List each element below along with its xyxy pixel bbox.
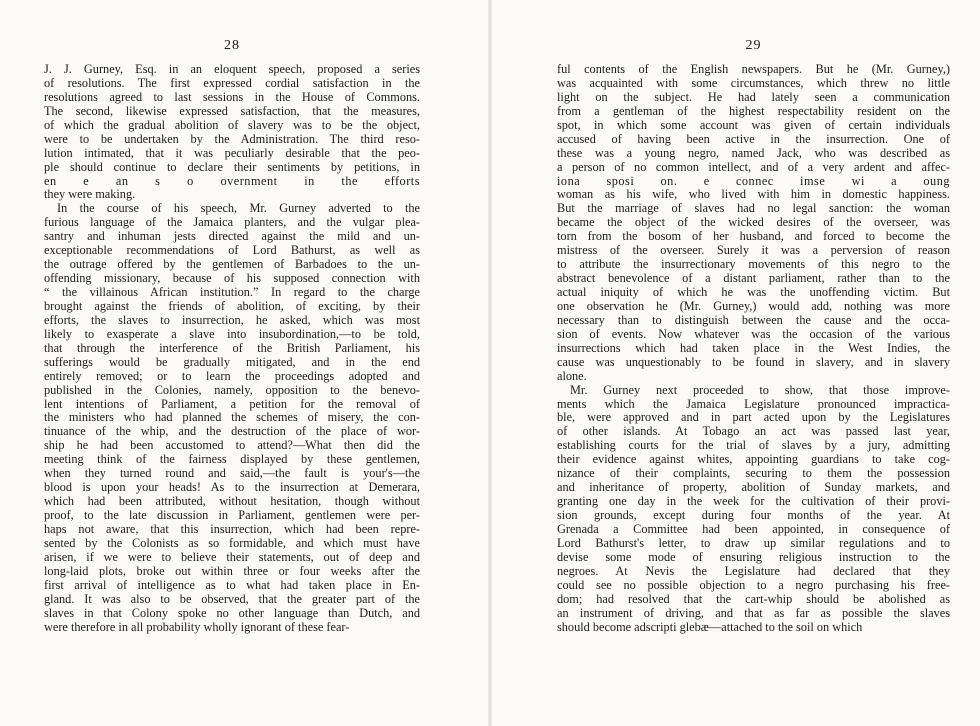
text-line: The second, likewise expressed satisfaction, that the measures,: [44, 104, 420, 118]
text-line: In the course of his speech, Mr. Gurney adverted to the: [57, 202, 420, 216]
text-line: proof, to the late discussion in Parliament, gentlemen were per-: [44, 509, 420, 522]
text-line: blood is upon your heads! As to the insurrection at Demerara,: [44, 481, 420, 495]
text-line: resolutions agreed to last sessions in the House of Commons.: [44, 90, 420, 104]
text-line: cause was unquestionably to be found in slavery, and in slavery: [557, 355, 950, 369]
text-line: of other islands. At Tobago an act was passed last year,: [557, 425, 950, 439]
text-line: ble, were approved and in part acted upon by the Legislatures: [557, 411, 950, 425]
text-line: light on the subject. He had lately seen a communication: [557, 90, 950, 104]
text-line: torn from the bosom of her husband, and forced to become the: [557, 230, 950, 244]
text-line: abstract benevolence of a distant parliament, rather than to the: [557, 272, 950, 286]
text-line: brought against the friends of abolition, of exciting, by their: [44, 299, 420, 313]
text-line: woman as his wife, who lived with him in domestic happiness.: [557, 188, 950, 202]
text-line: exceptionable recommendations of Lord Bathurst, as well as: [44, 244, 420, 258]
text-line: ful contents of the English newspapers. But he (Mr. Gurney,): [557, 63, 950, 76]
text-line: slaves in that Colony spoke no other language than Dutch, and: [44, 606, 420, 620]
text-line: J. J. Gurney, Esq. in an eloquent speech, proposed a series: [44, 63, 420, 76]
text-line: these was a young negro, named Jack, who was described as: [557, 146, 950, 160]
text-line: lution intimated, that it was peculiarly desirable that the peo-: [44, 146, 420, 160]
text-line: en e an s o overnment in the efforts: [44, 174, 420, 188]
text-line: gland. It was also to be observed, that the greater part of the: [44, 592, 420, 606]
text-line: the outrage offered by the gentlemen of Barbadoes to the un-: [44, 258, 420, 272]
text-line: haps not aware, that this insurrection, which had been repre-: [44, 522, 420, 536]
text-line: establishing courts for the trial of slaves by a jury, admitting: [557, 439, 950, 453]
text-line: entirely removed; or to learn the proceedings adopted and: [44, 369, 420, 383]
text-line: long-laid plots, broke out within three or four weeks after the: [44, 564, 420, 578]
text-line: Lord Bathurst's letter, to draw up similar regulations and to: [557, 536, 950, 550]
text-line: negroes. At Nevis the Legislature had declared that they: [557, 564, 950, 578]
text-line: sented by the Colonists as so formidable, and which must have: [44, 536, 420, 550]
text-line: But the marriage of slaves had no legal sanction: the woman: [557, 202, 950, 216]
page-number-left: 28: [224, 38, 240, 53]
page-number-right: 29: [745, 38, 762, 53]
text-line: were therefore in all probability wholly ignorant of these fear-: [44, 620, 350, 634]
text-line: and inheritance of property, abolition of Sunday markets, and: [557, 481, 950, 495]
text-line: devise some mode of ensuring religious instruction to the: [557, 550, 950, 564]
text-line: sufferings would be gradually mitigated, and in the end: [44, 355, 420, 369]
text-line: necessary than to distinguish between the cause and the occa-: [557, 313, 950, 327]
text-line: which had been attributed, without hesitation, though without: [44, 495, 420, 509]
text-line: from a gentleman of the highest respectability resident on the: [557, 104, 950, 118]
text-line: granting one day in the week for the cultivation of their provi-: [557, 495, 950, 509]
text-line: was acquainted with some circumstances, which threw no little: [557, 76, 950, 90]
text-line: furious language of the Jamaica planters, and the vulgar plea-: [44, 216, 420, 230]
left-page-text: [44, 63, 420, 634]
text-line: of resolutions. The first expressed cordial satisfaction in the: [44, 76, 420, 90]
text-line: to attribute the insurrectionary movements of this negro to the: [557, 258, 950, 272]
text-line: ple should continue to declare their sentiments by petitions, in: [44, 160, 420, 174]
text-line: likely to exasperate a slave into insubordination,—to be told,: [44, 327, 420, 341]
text-line: they were making.: [44, 188, 136, 202]
text-line: one observation he (Mr. Gurney,) would add, nothing was more: [557, 299, 950, 313]
text-line: published in the Colonies, namely, opposition to the benevo-: [44, 383, 420, 397]
text-line: their evidence against whites, appointing guardians to take cog-: [557, 453, 950, 467]
text-line: meeting think of the fairness displayed by these gentlemen,: [44, 453, 420, 467]
text-line: spot, in which some account was given of certain individuals: [557, 118, 950, 132]
text-line: tinuance of the whip, and the destruction of the place of wor-: [44, 425, 420, 439]
text-line: an instrument of driving, and that as far as possible the slaves: [557, 606, 950, 620]
text-line: ship he had been accustomed to attend?—What then did the: [44, 439, 420, 453]
right-page-text: [557, 63, 950, 634]
text-line: a person of no common intellect, and of a very ardent and affec-: [557, 160, 950, 174]
text-line: ments which the Jamaica Legislature pronounced impractica-: [557, 397, 950, 411]
text-line: offending missionary, because of his supposed connection with: [44, 272, 420, 286]
text-line: were to be undertaken by the Administration. The third reso-: [44, 132, 420, 146]
text-line: arisen, if we were to believe their statements, out of deep and: [44, 550, 420, 564]
text-line: that through the interference of the British Parliament, his: [44, 341, 420, 355]
text-line: efforts, the slaves to insurrection, he asked, which was most: [44, 313, 420, 327]
text-line: could see no possible objection to a negro purchasing his free-: [557, 578, 950, 592]
right-page: [490, 0, 980, 726]
text-line: santry and inhuman jests directed against the mild and un-: [44, 230, 420, 244]
text-line: lent intentions of Parliament, a petition for the removal of: [44, 397, 420, 411]
text-line: actual iniquity of which he was the unoffending victim. But: [557, 286, 950, 299]
text-line: mistress of the overseer. Surely it was a perversion of reason: [557, 244, 950, 258]
text-line: sion of events. Now whatever was the occasion of the various: [557, 327, 950, 341]
text-line: alone.: [557, 369, 587, 383]
text-line: iona sposi on. e connec imse wi a oung: [557, 174, 950, 188]
text-line: insurrections which had taken place in the West Indies, the: [557, 341, 950, 355]
text-line: “ the villainous African institution.” In regard to the charge: [44, 286, 420, 299]
text-line: of which the gradual abolition of slavery was to be the object,: [44, 118, 420, 132]
text-line: dom; had resolved that the cart-whip should be abolished as: [557, 592, 950, 606]
text-line: became the object of the wicked desires of the overseer, was: [557, 216, 950, 230]
text-line: accused of having been active in the insurrection. One of: [557, 132, 950, 146]
text-line: first arrival of intelligence as to what had taken place in En-: [44, 578, 420, 592]
text-line: the ministers who had planned the schemes of misery, the con-: [44, 411, 420, 425]
text-line: sion grounds, except during four months of the year. At: [557, 509, 950, 522]
text-line: when they turned round and said,—the fault is your's—the: [44, 467, 420, 481]
text-line: nizance of their complaints, securing to them the possession: [557, 467, 950, 481]
text-line: Grenada a Committee had been appointed, in consequence of: [557, 522, 950, 536]
text-line: Mr. Gurney next proceeded to show, that those improve-: [570, 383, 950, 397]
text-line: should become adscripti glebæ—attached to the soil on which: [557, 620, 863, 634]
